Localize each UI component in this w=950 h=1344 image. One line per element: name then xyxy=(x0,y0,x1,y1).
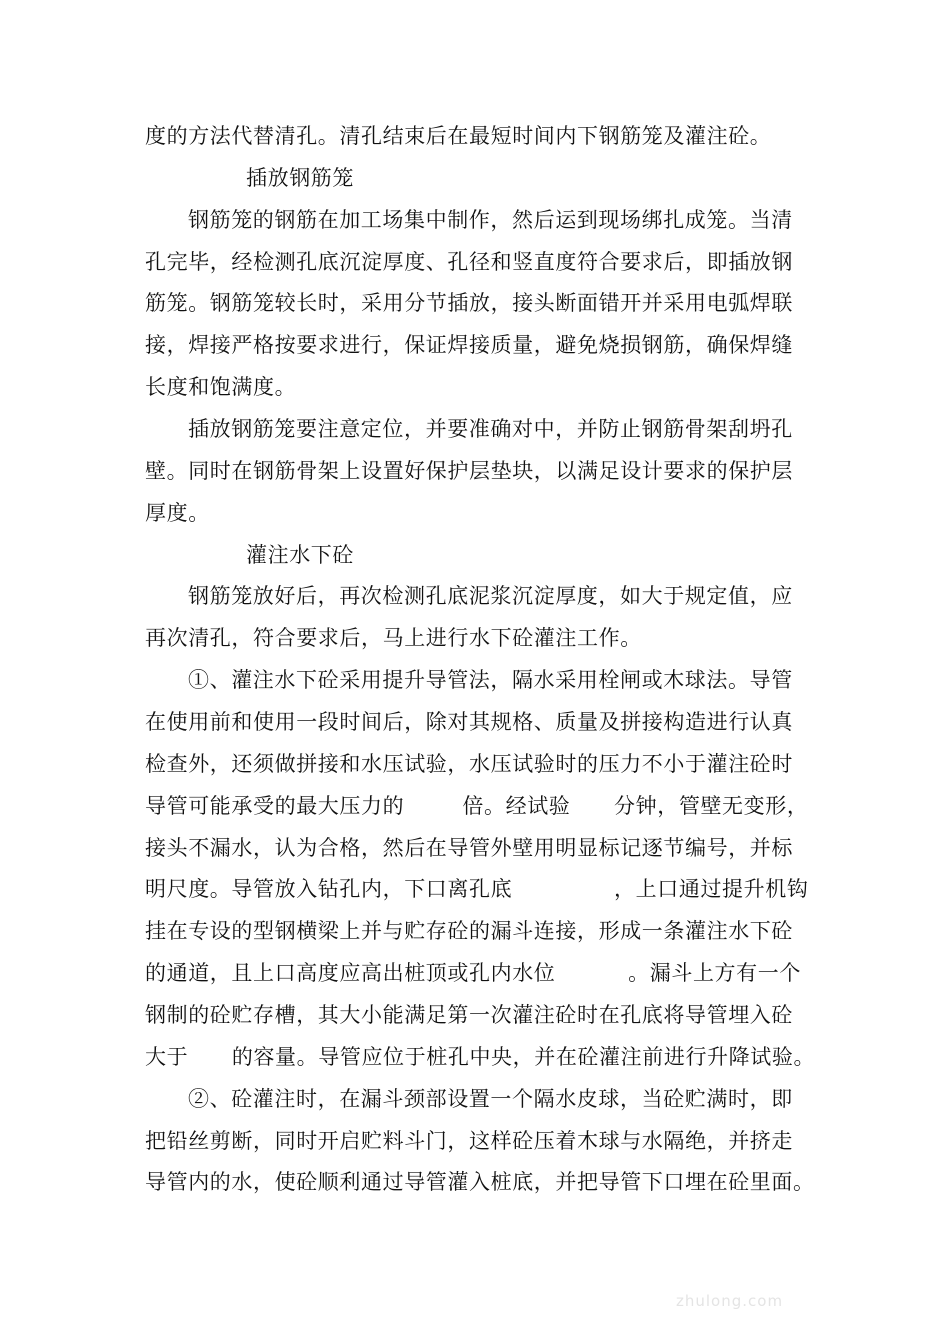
watermark: zhulong.com xyxy=(676,1292,784,1310)
text-line: 长度和饱满度。 xyxy=(145,375,297,399)
text-line: 筋笼。钢筋笼较长时，采用分节插放，接头断面错开并采用电弧焊联 xyxy=(145,291,793,315)
text-line: 厚度。 xyxy=(145,501,210,525)
section-heading-concrete: 灌注水下砼 xyxy=(246,543,354,567)
text-line: 度的方法代替清孔。清孔结束后在最短时间内下钢筋笼及灌注砼。 xyxy=(145,124,772,148)
text-line: 大于 的容量。导管应位于桩孔中央，并在砼灌注前进行升降试验。 xyxy=(145,1045,816,1069)
text-line: 接，焊接严格按要求进行，保证焊接质量，避免烧损钢筋，确保焊缝 xyxy=(145,333,793,357)
text-line: 挂在专设的型钢横梁上并与贮存砼的漏斗连接，形成一条灌注水下砼 xyxy=(145,919,793,943)
text-line: 明尺度。导管放入钻孔内，下口离孔底 ，上口通过提升机钩 xyxy=(145,877,809,901)
text-line: 导管内的水，使砼顺利通过导管灌入桩底，并把导管下口埋在砼里面。 xyxy=(145,1170,815,1194)
text-line: 接头不漏水，认为合格，然后在导管外壁用明显标记逐节编号，并标 xyxy=(145,836,793,860)
text-line: 的通道，且上口高度应高出桩顶或孔内水位 。漏斗上方有一个 xyxy=(145,961,801,985)
section-heading-cage: 插放钢筋笼 xyxy=(246,166,354,190)
text-line: 孔完毕，经检测孔底沉淀厚度、孔径和竖直度符合要求后，即插放钢 xyxy=(145,250,793,274)
text-line: 导管可能承受的最大压力的 倍。经试验 分钟，管壁无变形， xyxy=(145,794,809,818)
text-line: ①、灌注水下砼采用提升导管法，隔水采用栓闸或木球法。导管 xyxy=(188,668,793,692)
text-line: 钢筋笼的钢筋在加工场集中制作，然后运到现场绑扎成笼。当清 xyxy=(188,208,793,232)
text-line: 再次清孔，符合要求后，马上进行水下砼灌注工作。 xyxy=(145,626,642,650)
text-line: 把铅丝剪断，同时开启贮料斗门，这样砼压着木球与水隔绝，并挤走 xyxy=(145,1129,793,1153)
text-line: 检查外，还须做拼接和水压试验，水压试验时的压力不小于灌注砼时 xyxy=(145,752,793,776)
text-line: 插放钢筋笼要注意定位，并要准确对中，并防止钢筋骨架刮坍孔 xyxy=(188,417,793,441)
text-line: 壁。同时在钢筋骨架上设置好保护层垫块，以满足设计要求的保护层 xyxy=(145,459,793,483)
text-line: 钢筋笼放好后，再次检测孔底泥浆沉淀厚度，如大于规定值，应 xyxy=(188,584,793,608)
text-line: ②、砼灌注时，在漏斗颈部设置一个隔水皮球，当砼贮满时，即 xyxy=(188,1087,793,1111)
text-line: 钢制的砼贮存槽，其大小能满足第一次灌注砼时在孔底将导管埋入砼 xyxy=(145,1003,793,1027)
text-line: 在使用前和使用一段时间后，除对其规格、质量及拼接构造进行认真 xyxy=(145,710,793,734)
